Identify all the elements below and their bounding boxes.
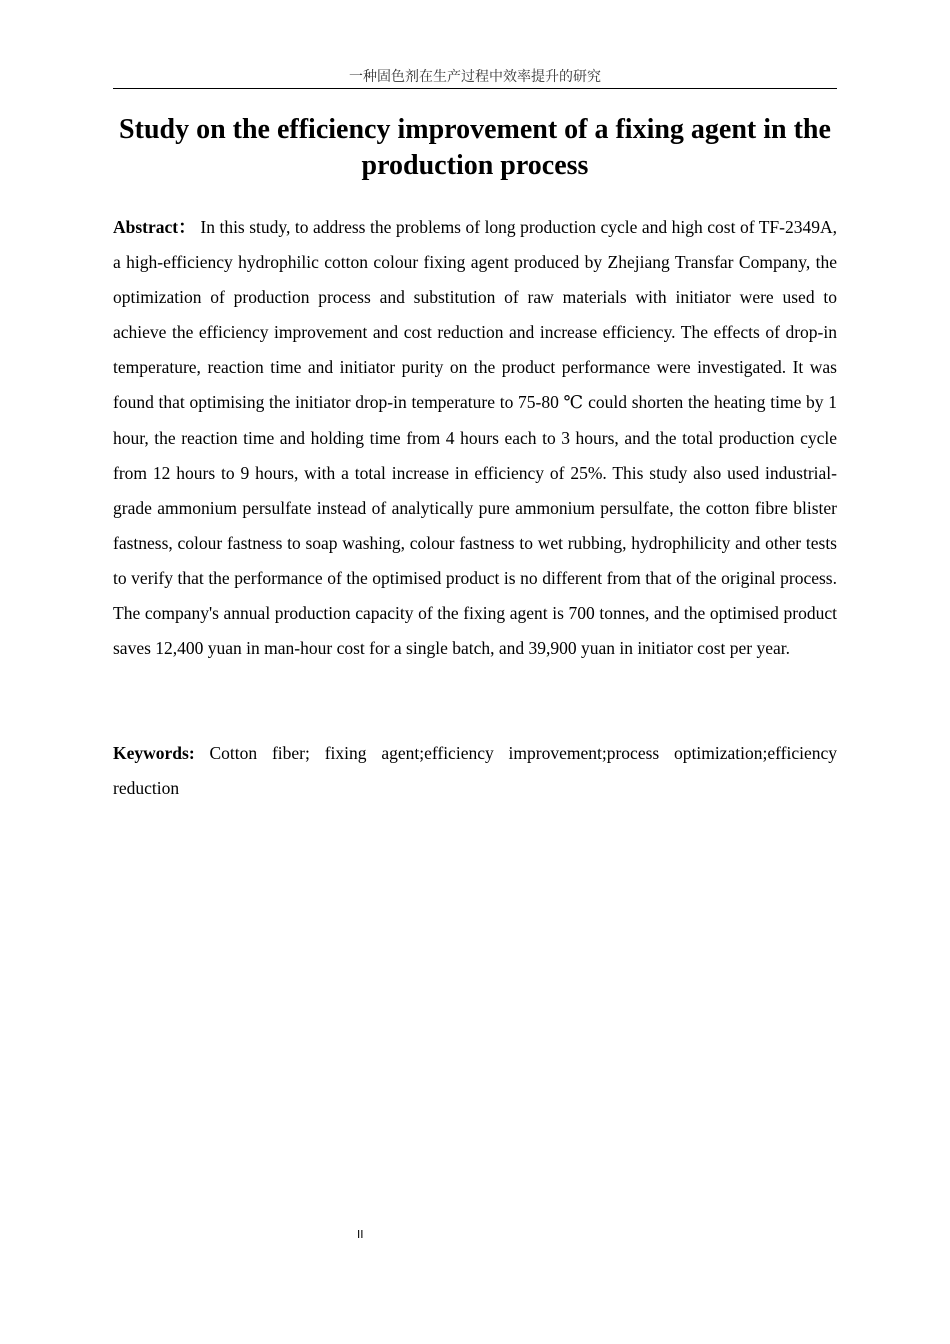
keywords-text: Cotton fiber; fixing agent;efficiency improvement;process optimization;efficiency reduction xyxy=(113,743,837,798)
document-title: Study on the efficiency improvement of a fixing agent in the production process xyxy=(119,114,831,181)
abstract-paragraph xyxy=(113,210,837,666)
page-number: II xyxy=(357,1228,364,1241)
keywords-label: Keywords: xyxy=(113,743,195,763)
keywords-paragraph xyxy=(113,736,837,806)
abstract-label: Abstract： xyxy=(113,217,196,237)
abstract-text: In this study, to address the problems of long production cycle and high cost of TF-2349A, a high-efficiency hydrophilic cotton colour fixing agent produced by Zhejiang Transfar Company, the optimization of production process and substitution of raw materials with initiator were used to achieve the efficiency improvement and cost reduction and increase efficiency. The effects of drop-in temperature, reaction time and initiator purity on the product performance were investigated. It was found that optimising the initiator drop-in temperature to 75-80 ℃ could shorten the heating time by 1 hour, the reaction time and holding time from 4 hours each to 3 hours, and the total production cycle from 12 hours to 9 hours, with a total increase in efficiency of 25%. This study also used industrial-grade ammonium persulfate instead of analytically pure ammonium persulfate, the cotton fibre blister fastness, colour fastness to soap washing, colour fastness to wet rubbing, hydrophilicity and other tests to verify that the performance of the optimised product is no different from that of the original process. The company's annual production capacity of the fixing agent is 700 tonnes, and the optimised product saves 12,400 yuan in man-hour cost for a single batch, and 39,900 yuan in initiator cost per year. xyxy=(113,217,837,659)
running-header xyxy=(113,66,837,89)
running-header-title: 一种固色剂在生产过程中效率提升的研究 xyxy=(349,69,601,85)
